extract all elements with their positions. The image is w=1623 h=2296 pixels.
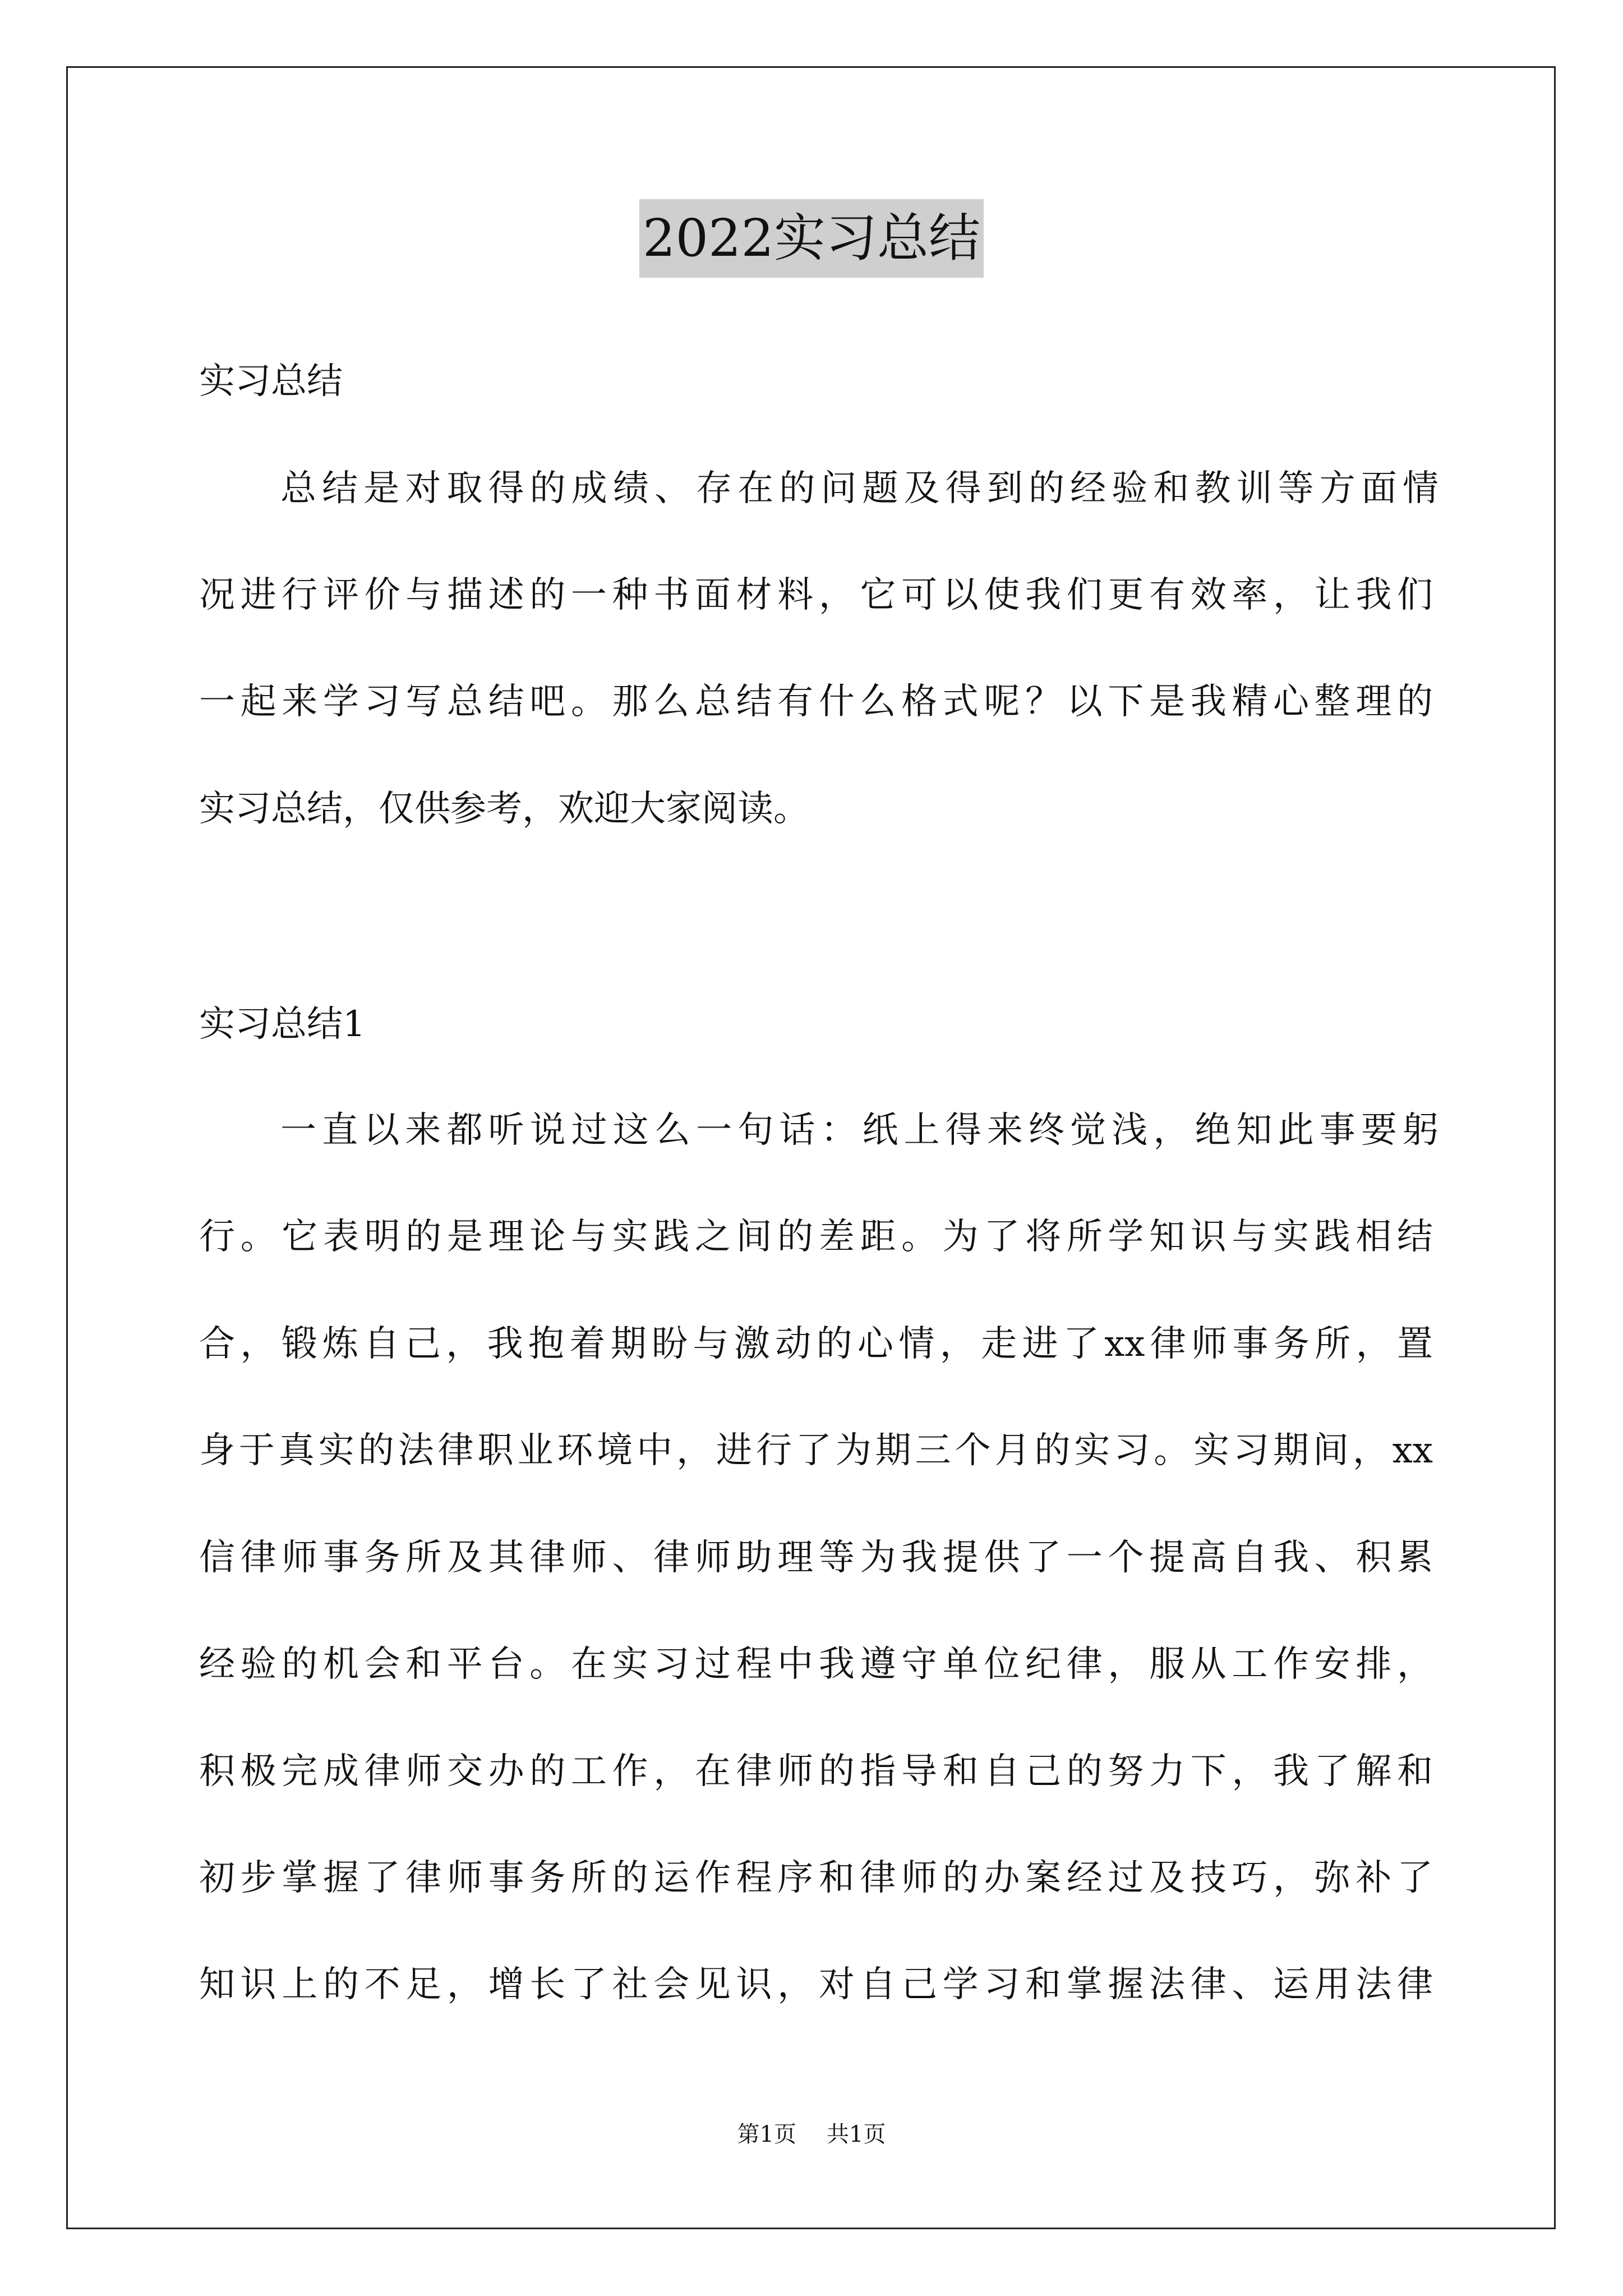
section-line-3: 合，锻炼自己，我抱着期盼与激动的心情，走进了xx律师事务所，置 [199, 1323, 1433, 1365]
document-title [0, 199, 1623, 278]
page-total: 共1页 [827, 2122, 886, 2147]
section-line-9: 知识上的不足，增长了社会见识，对自己学习和掌握法律、运用法律 [199, 1964, 1433, 2005]
intro-line-3: 一起来学习写总结吧。那么总结有什么格式呢？以下是我精心整理的 [199, 681, 1433, 723]
section-line-2: 行。它表明的是理论与实践之间的差距。为了将所学知识与实践相结 [199, 1216, 1433, 1258]
section-line-6: 经验的机会和平台。在实习过程中我遵守单位纪律，服从工作安排， [199, 1644, 1433, 1685]
section-line-4: 身于真实的法律职业环境中，进行了为期三个月的实习。实习期间，xx [199, 1430, 1433, 1471]
intro-line-2: 况进行评价与描述的一种书面材料，它可以使我们更有效率，让我们 [199, 574, 1433, 616]
section-heading: 实习总结1 [199, 1004, 366, 1045]
intro-line-4: 实习总结，仅供参考，欢迎大家阅读。 [199, 788, 809, 830]
intro-line-1: 总结是对取得的成绩、存在的问题及得到的经验和教训等方面情 [280, 468, 1438, 509]
page-number: 第1页 [737, 2122, 796, 2147]
subtitle: 实习总结 [199, 361, 343, 402]
page-footer [0, 2118, 1623, 2151]
section-line-7: 积极完成律师交办的工作，在律师的指导和自己的努力下，我了解和 [199, 1751, 1433, 1792]
section-line-5: 信律师事务所及其律师、律师助理等为我提供了一个提高自我、积累 [199, 1537, 1433, 1579]
section-line-8: 初步掌握了律师事务所的运作程序和律师的办案经过及技巧，弥补了 [199, 1857, 1433, 1899]
section-line-1: 一直以来都听说过这么一句话：纸上得来终觉浅，绝知此事要躬 [280, 1110, 1438, 1151]
document-title-text: 2022实习总结 [639, 199, 984, 278]
